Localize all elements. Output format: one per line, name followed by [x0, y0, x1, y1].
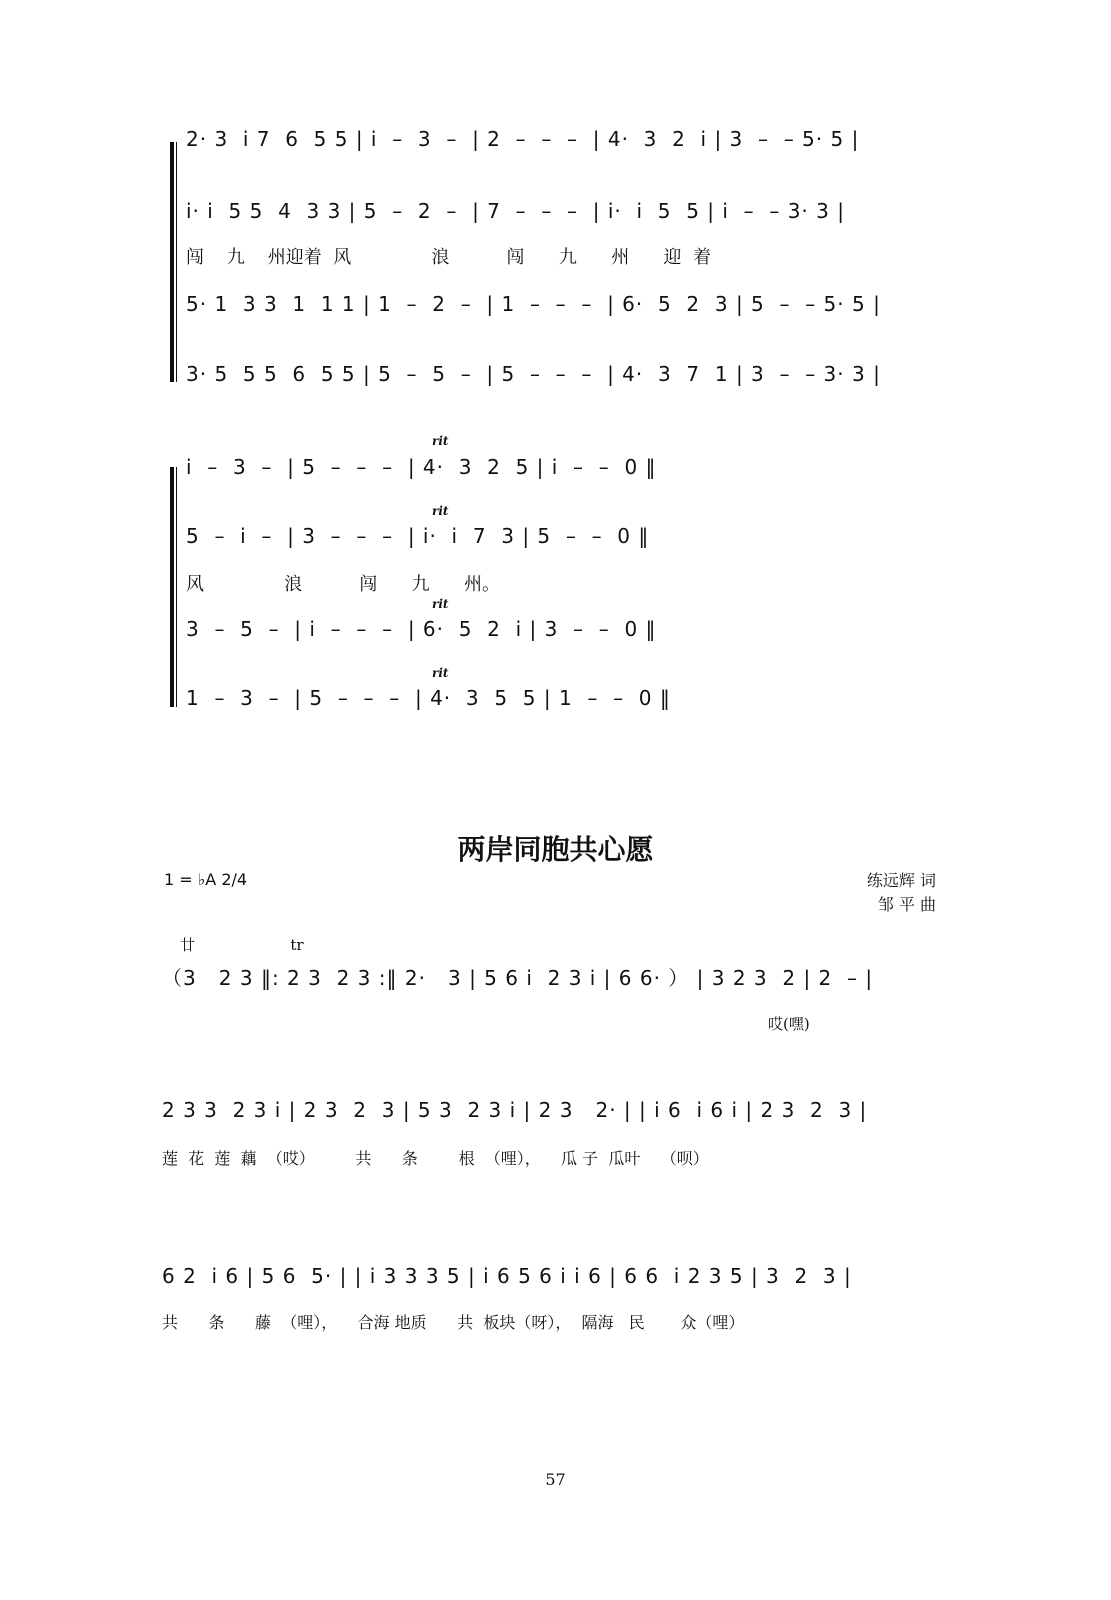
rit-mark-4: rit	[432, 666, 449, 680]
system2-lyrics: 风 浪 闯 九 州。	[186, 574, 500, 595]
system2-row-2: 5 – i – | 3 – – – | i· i 7 3 | 5 – – 0 ‖	[186, 524, 650, 548]
line1-marks: 廿 tr	[180, 936, 304, 954]
system2-bracket	[170, 467, 174, 707]
rit-mark-3: rit	[432, 597, 449, 611]
system2-row-1: i – 3 – | 5 – – – | 4· 3 2 5 | i – – 0 ‖	[186, 455, 657, 479]
system1-row-2: i· i 5 5 4 3 3 | 5 – 2 – | 7 – – – | i· i 5 5 | i – – 3· 3 |	[186, 199, 845, 223]
lyricist-credit: 练远辉 词	[866, 871, 936, 890]
system1-row-4: 3· 5 5 5 6 5 5 | 5 – 5 – | 5 – – – | 4· 3 7 1 | 3 – – 3· 3 |	[186, 362, 881, 386]
system1-bracket	[170, 142, 174, 382]
song-line3-notes: 6 2 i 6 | 5 6 5· | | i 3 3 3 5 | i 6 5 6 i i 6 | 6 6 i 2 3 5 | 3 2 3 |	[162, 1264, 852, 1288]
line1-sub-lyric: 哎(嘿)	[768, 1015, 810, 1033]
page-number: 57	[545, 1470, 566, 1489]
key-signature: 1 = ♭A 2/4	[164, 870, 248, 889]
song-line2-lyrics: 莲 花 莲 藕 （哎） 共 条 根 （哩）， 瓜 子 瓜叶 （呗）	[162, 1149, 709, 1168]
system2-bracket-line	[176, 467, 177, 707]
rit-mark-2: rit	[432, 504, 449, 518]
system2-row-3: 3 – 5 – | i – – – | 6· 5 2 i | 3 – – 0 ‖	[186, 617, 657, 641]
rit-mark-1: rit	[432, 434, 449, 448]
system1-bracket-line	[176, 142, 177, 382]
composer-credit: 邹 平 曲	[877, 895, 936, 914]
song-line2-notes: 2 3 3 2 3 i | 2 3 2 3 | 5 3 2 3 i | 2 3 2· | | i 6 i 6 i | 2 3 2 3 |	[162, 1098, 868, 1122]
system1-lyrics: 闯 九 州迎着 风 浪 闯 九 州 迎 着	[186, 247, 711, 268]
song-line3-lyrics: 共 条 藤 （哩）， 合海 地质 共 板块（呀）， 隔海 民 众（哩）	[162, 1313, 745, 1332]
system1-row-3: 5· 1 3 3 1 1 1 | 1 – 2 – | 1 – – – | 6· 5 2 3 | 5 – – 5· 5 |	[186, 292, 881, 316]
song-title: 两岸同胞共心愿	[457, 833, 654, 866]
song-line1-notes: （3 2 3 ‖: 2 3 2 3 :‖ 2· 3 | 5 6 i 2 3 i | 6 6· ） | 3 2 3 2 | 2 – |	[162, 966, 874, 990]
system2-row-4: 1 – 3 – | 5 – – – | 4· 3 5 5 | 1 – – 0 ‖	[186, 686, 671, 710]
system1-row-1: 2· 3 i 7 6 5 5 | i – 3 – | 2 – – – | 4· 3 2 i | 3 – – 5· 5 |	[186, 127, 860, 151]
